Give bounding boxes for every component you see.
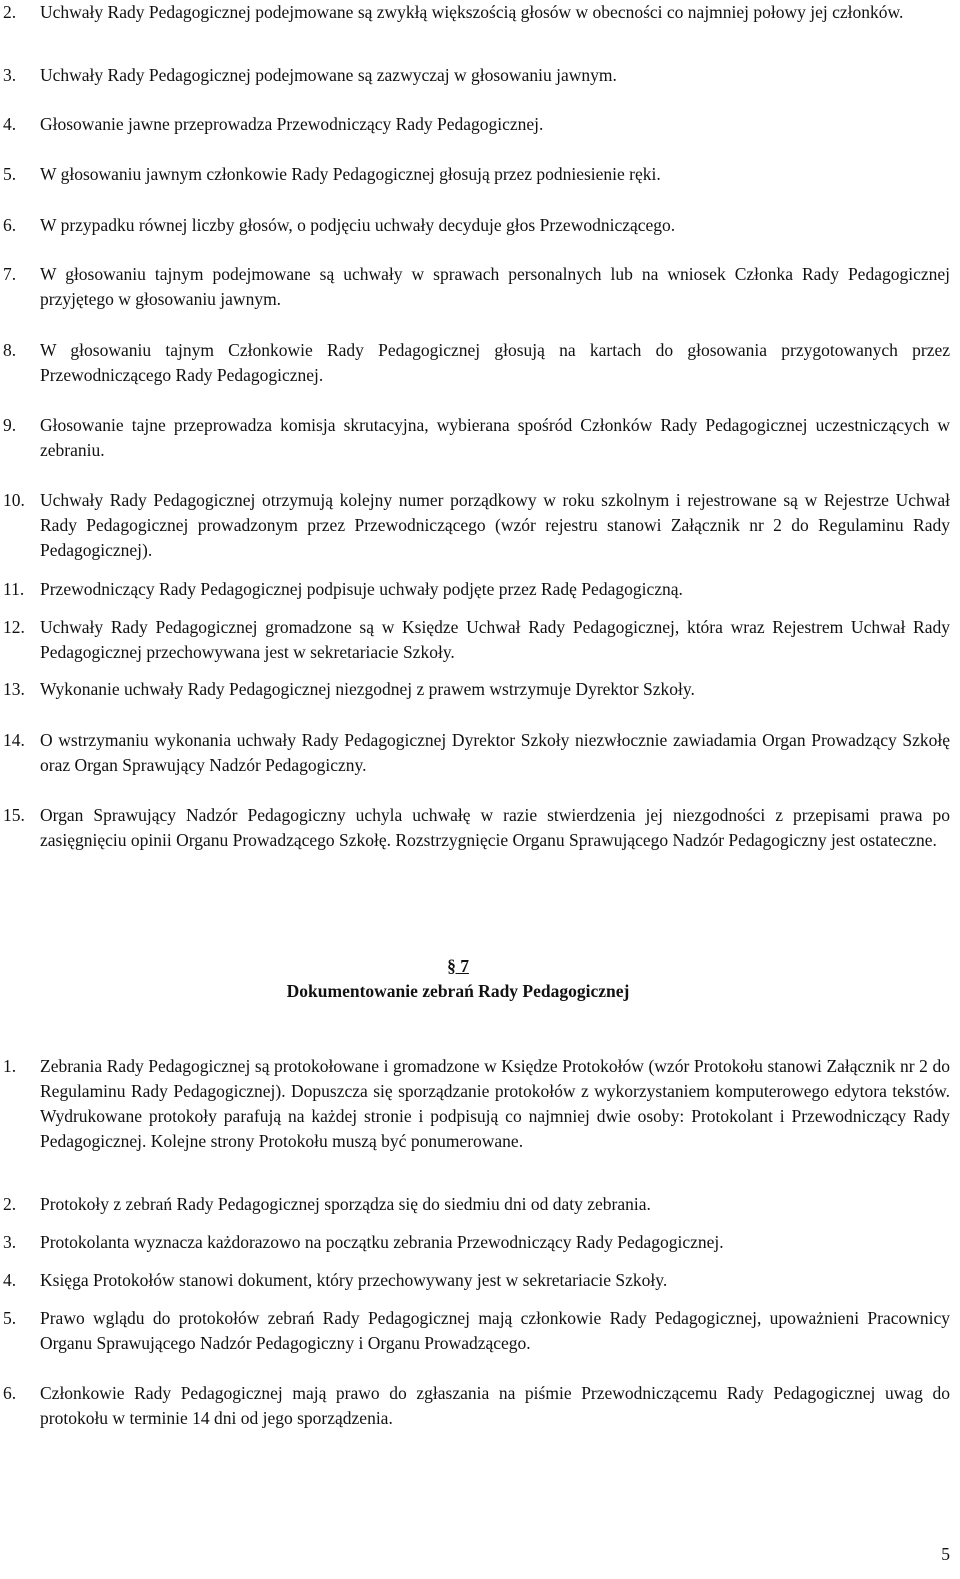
item-text: Uchwały Rady Pedagogicznej otrzymują kolejny numer porządkowy w roku szkolnym i rejestrowane są w Rejestrze Uchwał Rady Pedagogicznej prowadzonym przez Przewodniczącego (wzór rejestru stanowi Załącznik nr 2 do Regulaminu Rady Pedagogicznej). xyxy=(40,490,950,560)
item-text: Głosowanie jawne przeprowadza Przewodniczący Rady Pedagogicznej. xyxy=(40,114,544,134)
item-text: O wstrzymaniu wykonania uchwały Rady Pedagogicznej Dyrektor Szkoły niezwłocznie zawiadamia Organ Prowadzący Szkołę oraz Organ Sprawujący Nadzór Pedagogiczny. xyxy=(40,730,950,775)
item-number: 5. xyxy=(3,1308,17,1328)
item-text: Zebrania Rady Pedagogicznej są protokołowane i gromadzone w Księdze Protokołów (wzór Protokołu stanowi Załącznik nr 2 do Regulaminu Rady Pedagogicznej). Dopuszcza się sporządzanie protokołów z wykorzystaniem komputerowego edytora tekstów. Wydrukowane protokoły parafują na każdej stronie i podpisują co najmniej dwie osoby: Protokolant i Przewodniczący Rady Pedagogicznej. Kolejne strony Protokołu muszą być ponumerowane. xyxy=(40,1056,950,1151)
item-text: Uchwały Rady Pedagogicznej gromadzone są w Księdze Uchwał Rady Pedagogicznej, która wraz Rejestrem Uchwał Rady Pedagogicznej przechowywana jest w sekretariacie Szkoły. xyxy=(40,617,950,662)
list-item xyxy=(0,1054,950,1154)
list-item xyxy=(0,162,950,187)
list-item xyxy=(0,112,950,137)
item-text: Księga Protokołów stanowi dokument, który przechowywany jest w sekretariacie Szkoły. xyxy=(40,1270,668,1290)
item-number: 2. xyxy=(3,1194,17,1214)
list-item xyxy=(0,1192,950,1217)
item-text: Organ Sprawujący Nadzór Pedagogiczny uchyla uchwałę w razie stwierdzenia jej niezgodności z przepisami prawa po zasięgnięciu opinii Organu Prowadzącego Szkołę. Rozstrzygnięcie Organu Sprawującego Nadzór Pedagogiczny jest ostateczne. xyxy=(40,805,950,850)
list-item xyxy=(0,728,950,778)
list-item xyxy=(0,803,950,853)
item-number: 4. xyxy=(3,114,17,134)
item-text: Protokolanta wyznacza każdorazowo na początku zebrania Przewodniczący Rady Pedagogicznej. xyxy=(40,1232,724,1252)
item-number: 15. xyxy=(3,805,25,825)
item-text: Prawo wglądu do protokołów zebrań Rady Pedagogicznej mają członkowie Rady Pedagogicznej, upoważnieni Pracownicy Organu Sprawującego Nadzór Pedagogiczny i Organu Prowadzącego. xyxy=(40,1308,950,1353)
item-number: 5. xyxy=(3,164,17,184)
item-number: 10. xyxy=(3,490,25,510)
item-number: 3. xyxy=(3,65,17,85)
item-text: Głosowanie tajne przeprowadza komisja skrutacyjna, wybierana spośród Członków Rady Pedagogicznej uczestniczących w zebraniu. xyxy=(40,415,950,460)
item-number: 13. xyxy=(3,679,25,699)
item-number: 14. xyxy=(3,730,25,750)
page-number: 5 xyxy=(941,1544,950,1564)
list-item xyxy=(0,338,950,388)
list-item xyxy=(0,1381,950,1431)
list-item xyxy=(0,615,950,665)
item-text: W przypadku równej liczby głosów, o podjęciu uchwały decyduje głos Przewodniczącego. xyxy=(40,215,676,235)
item-text: W głosowaniu tajnym podejmowane są uchwały w sprawach personalnych lub na wniosek Członka Rady Pedagogicznej przyjętego w głosowaniu jawnym. xyxy=(40,264,950,309)
item-number: 6. xyxy=(3,215,17,235)
item-number: 7. xyxy=(3,264,17,284)
item-text: Uchwały Rady Pedagogicznej podejmowane są zazwyczaj w głosowaniu jawnym. xyxy=(40,65,617,85)
section-number: § 7 xyxy=(447,956,469,976)
list-item xyxy=(0,577,950,602)
item-text: W głosowaniu tajnym Członkowie Rady Pedagogicznej głosują na kartach do głosowania przygotowanych przez Przewodniczącego Rady Pedagogicznej. xyxy=(40,340,950,385)
list-item xyxy=(0,213,950,238)
item-number: 12. xyxy=(3,617,25,637)
list-item xyxy=(0,1230,950,1255)
item-text: Wykonanie uchwały Rady Pedagogicznej niezgodnej z prawem wstrzymuje Dyrektor Szkoły. xyxy=(40,679,695,699)
list-item xyxy=(0,488,950,563)
list-item xyxy=(0,1268,950,1293)
item-number: 4. xyxy=(3,1270,17,1290)
list-item xyxy=(0,63,950,88)
list-item xyxy=(0,677,950,702)
list-item xyxy=(0,1306,950,1356)
item-number: 3. xyxy=(3,1232,17,1252)
item-number: 8. xyxy=(3,340,17,360)
item-number: 2. xyxy=(3,2,17,22)
item-text: Przewodniczący Rady Pedagogicznej podpisuje uchwały podjęte przez Radę Pedagogiczną. xyxy=(40,579,683,599)
item-text: W głosowaniu jawnym członkowie Rady Pedagogicznej głosują przez podniesienie ręki. xyxy=(40,164,661,184)
item-text: Protokoły z zebrań Rady Pedagogicznej sporządza się do siedmiu dni od daty zebrania. xyxy=(40,1194,651,1214)
list-item xyxy=(0,413,950,463)
item-number: 9. xyxy=(3,415,17,435)
list-item xyxy=(0,0,950,25)
item-number: 1. xyxy=(3,1056,17,1076)
list-item xyxy=(0,262,950,312)
item-text: Członkowie Rady Pedagogicznej mają prawo do zgłaszania na piśmie Przewodniczącemu Rady Pedagogicznej uwag do protokołu w terminie 14 dni od jego sporządzenia. xyxy=(40,1383,950,1428)
item-number: 6. xyxy=(3,1383,17,1403)
item-text: Uchwały Rady Pedagogicznej podejmowane są zwykłą większością głosów w obecności co najmniej połowy jej członków. xyxy=(40,2,904,22)
section-title: Dokumentowanie zebrań Rady Pedagogicznej xyxy=(286,981,630,1001)
item-number: 11. xyxy=(3,579,25,599)
